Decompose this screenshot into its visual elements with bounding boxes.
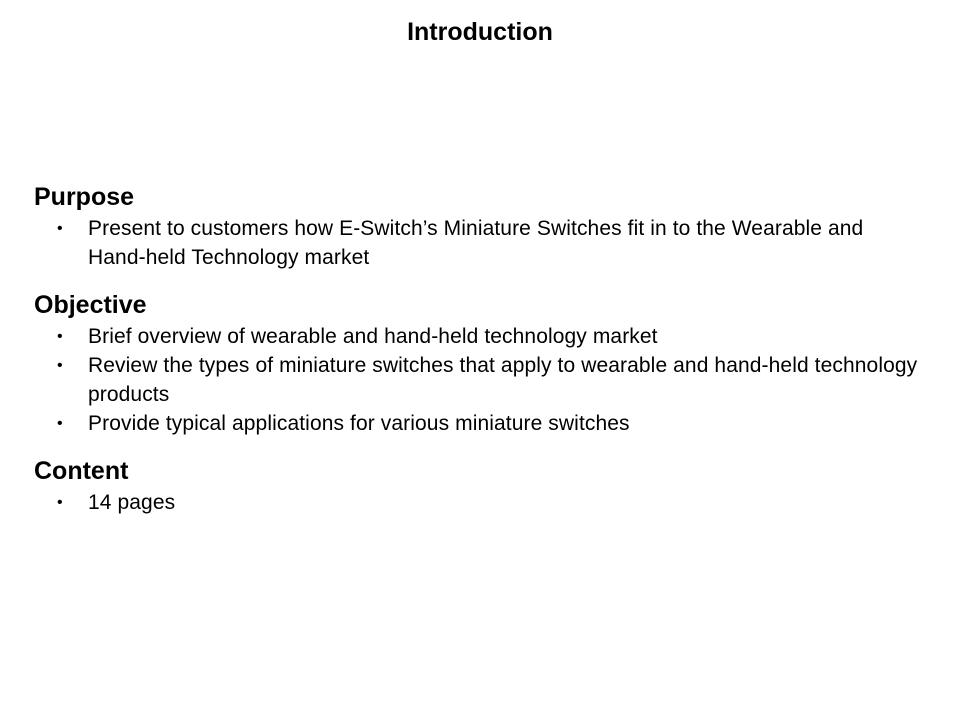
bullet-list-content <box>34 488 924 517</box>
slide-content <box>34 180 924 533</box>
bullet-list-purpose <box>34 214 924 272</box>
section-content <box>34 454 924 517</box>
bullet-item <box>57 214 924 272</box>
bullet-item <box>57 409 924 438</box>
bullet-item <box>57 322 924 351</box>
section-heading-purpose: Purpose <box>34 183 135 211</box>
bullet-text: 14 pages <box>88 491 176 514</box>
slide-title: Introduction <box>407 18 553 46</box>
bullet-list-objective <box>34 322 924 438</box>
section-purpose <box>34 180 924 272</box>
bullet-text: Review the types of miniature switches that apply to wearable and hand-held technology products <box>88 354 918 406</box>
bullet-icon: • <box>57 415 63 432</box>
bullet-icon: • <box>57 328 63 345</box>
bullet-text: Brief overview of wearable and hand-held technology market <box>88 325 658 348</box>
section-heading-content: Content <box>34 457 129 485</box>
bullet-text: Provide typical applications for various miniature switches <box>88 412 630 435</box>
bullet-item <box>57 351 924 409</box>
bullet-icon: • <box>57 220 63 237</box>
bullet-text: Present to customers how E-Switch’s Miniature Switches fit in to the Wearable and Hand-held Technology market <box>88 217 864 269</box>
bullet-item <box>57 488 924 517</box>
section-heading-objective: Objective <box>34 291 147 319</box>
bullet-icon: • <box>57 357 63 374</box>
section-objective <box>34 288 924 438</box>
bullet-icon: • <box>57 494 63 511</box>
